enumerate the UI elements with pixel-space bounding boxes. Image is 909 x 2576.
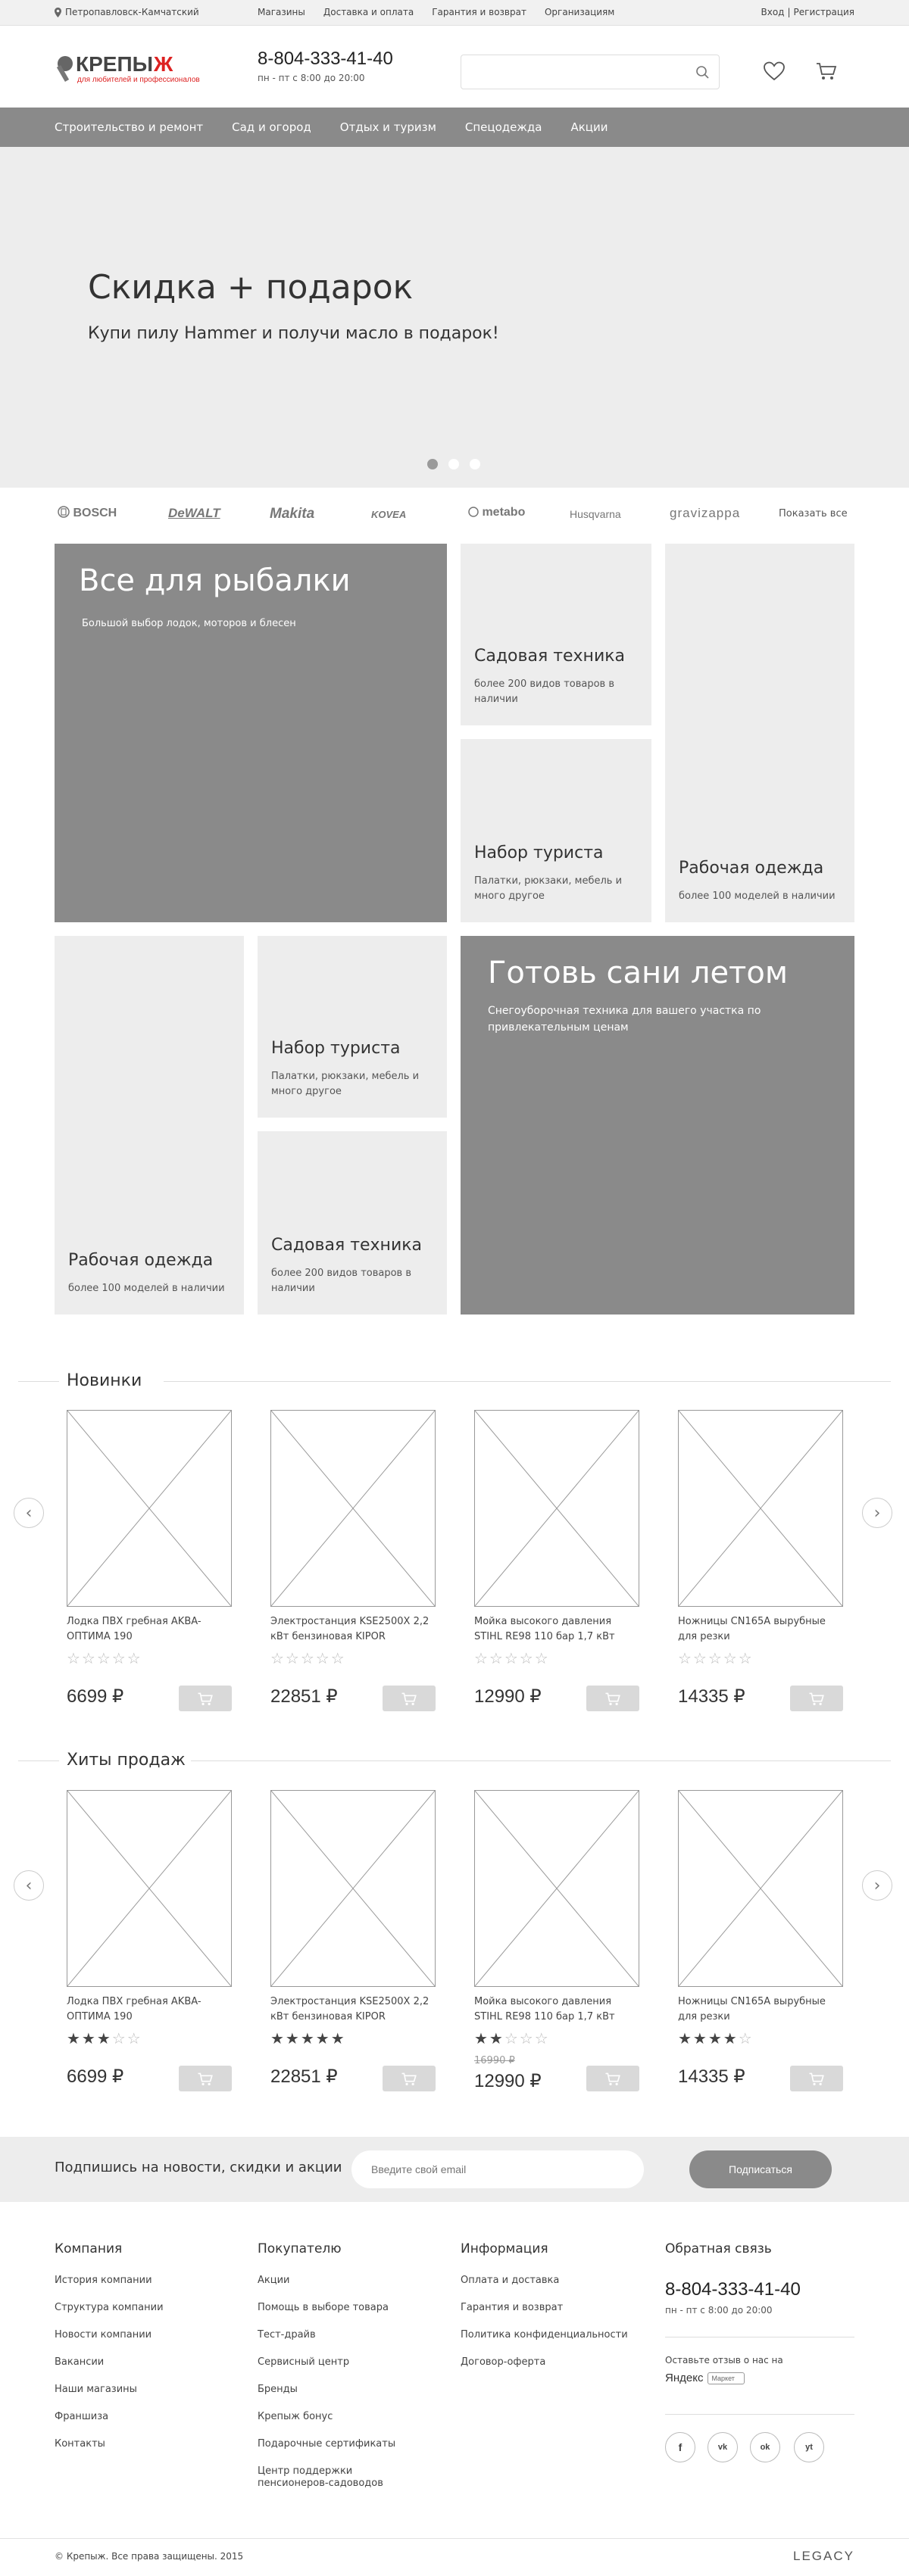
- search-box: [461, 55, 720, 89]
- register-link[interactable]: Регистрация: [793, 7, 854, 17]
- footer-phone[interactable]: 8-804-333-41-40: [665, 2279, 801, 2300]
- footer-info: [461, 2241, 658, 2384]
- footer-link[interactable]: Крепыж бонус: [258, 2411, 333, 2422]
- footer-link[interactable]: Тест-драйв: [258, 2329, 316, 2341]
- hit-card-4[interactable]: [678, 1790, 843, 2108]
- product-image-placeholder[interactable]: [67, 1790, 232, 1987]
- footer-link[interactable]: Подарочные сертификаты: [258, 2438, 396, 2450]
- copyright: © Крепыж. Все права защищены. 2015: [55, 2551, 244, 2562]
- product-price: 12990 ₽: [474, 1686, 542, 1707]
- product-image-placeholder[interactable]: [678, 1790, 843, 1987]
- logo-tagline: для любителей и профессионалов: [77, 76, 200, 84]
- tile-fishing-title: Все для рыбалки: [79, 563, 351, 598]
- favorites-heart-icon[interactable]: [762, 59, 786, 83]
- footer-link[interactable]: Контакты: [55, 2438, 105, 2450]
- tile-workwear-2[interactable]: [55, 936, 244, 1315]
- product-price: 6699 ₽: [67, 2066, 124, 2087]
- footer-link[interactable]: Гарантия и возврат: [461, 2302, 564, 2313]
- product-rating-stars[interactable]: ☆☆☆☆☆: [678, 1649, 754, 1667]
- brand-metabo-label: metabo: [482, 506, 526, 519]
- logo[interactable]: [55, 48, 206, 86]
- product-image-placeholder[interactable]: [270, 1790, 436, 1987]
- header: [0, 26, 909, 108]
- tile-workwear-title: Рабочая одежда: [679, 859, 824, 878]
- yandex-label: Яндекс: [665, 2372, 704, 2384]
- tile-tourist-kit-2-title: Набор туриста: [271, 1039, 401, 1058]
- product-name[interactable]: Ножницы CN165A вырубные для резки: [678, 1616, 826, 1642]
- add-to-cart-button[interactable]: [383, 1686, 436, 1711]
- footer-link[interactable]: Бренды: [258, 2384, 298, 2395]
- hit-card-2[interactable]: [270, 1790, 436, 2108]
- tile-tourist-kit[interactable]: [461, 739, 651, 922]
- product-image-placeholder[interactable]: [474, 1790, 639, 1987]
- tile-workwear[interactable]: [665, 544, 854, 922]
- metabo-logo-icon: [468, 507, 479, 517]
- tile-garden-tech-2[interactable]: [258, 1131, 447, 1315]
- hero-title: Скидка + подарок: [88, 268, 414, 307]
- tile-fishing[interactable]: [55, 544, 447, 922]
- hero-dot-3[interactable]: [470, 459, 480, 469]
- footer-link[interactable]: Центр поддержки пенсионеров-садоводов: [258, 2465, 383, 2489]
- header-hours: пн - пт с 8:00 до 20:00: [258, 73, 365, 83]
- top-menu: [258, 7, 614, 17]
- add-to-cart-button[interactable]: [790, 1686, 843, 1711]
- subscribe-button[interactable]: Подписаться: [689, 2150, 832, 2188]
- market-label: Маркет: [708, 2372, 744, 2384]
- footer-bottom: [0, 2538, 909, 2576]
- product-image-placeholder[interactable]: [678, 1410, 843, 1607]
- tile-sleds-text: Снегоуборочная техника для вашего участка по привлекательным ценам: [488, 1005, 761, 1034]
- tile-tourist-kit-2[interactable]: [258, 936, 447, 1118]
- brand-husqvarna[interactable]: Husqvarna: [570, 508, 621, 520]
- logo-text-accent: Ж: [154, 52, 173, 76]
- brand-makita[interactable]: Makita: [270, 506, 315, 522]
- new-products-title: Новинки: [67, 1371, 142, 1390]
- add-to-cart-button[interactable]: [179, 2066, 232, 2091]
- new-product-card-1[interactable]: [67, 1410, 232, 1728]
- yandex-market-badge[interactable]: [665, 2372, 745, 2384]
- legacy-logo[interactable]: LEGACY: [793, 2549, 854, 2563]
- new-products-prev-button[interactable]: [14, 1498, 44, 1528]
- hits-header: [0, 1749, 909, 1772]
- tile-garden-tech-title: Садовая техника: [474, 647, 626, 666]
- city-selector[interactable]: [55, 7, 199, 17]
- city-name: Петропавловск-Камчатский: [65, 7, 199, 17]
- youtube-icon[interactable]: yt: [794, 2432, 824, 2462]
- hit-card-1[interactable]: [67, 1790, 232, 2108]
- product-rating-stars[interactable]: ★★★★☆: [678, 2029, 754, 2047]
- product-name[interactable]: Электростанция KSE2500X 2,2 кВт бензиновая KIPOR: [270, 1616, 430, 1642]
- new-product-card-4[interactable]: [678, 1410, 843, 1728]
- cart-icon: [807, 2070, 826, 2087]
- product-price: 12990 ₽: [474, 2071, 542, 2091]
- cart-icon: [604, 1690, 622, 1707]
- footer-company: [55, 2241, 164, 2465]
- product-price: 14335 ₽: [678, 2066, 745, 2087]
- tile-tourist-kit-title: Набор туриста: [474, 844, 604, 862]
- product-rating-stars[interactable]: ★★★★★: [270, 2029, 346, 2047]
- product-name[interactable]: Лодка ПВХ гребная AKBA-ОПТИМА 190: [67, 1996, 201, 2022]
- subscribe-label: Подпишись на новости, скидки и акции: [55, 2160, 342, 2175]
- brand-kovea[interactable]: KOVEA: [371, 509, 407, 520]
- footer-link[interactable]: Сервисный центр: [258, 2356, 350, 2368]
- hits-title: Хиты продаж: [67, 1751, 186, 1770]
- product-image-placeholder[interactable]: [270, 1410, 436, 1607]
- nav-construction[interactable]: Строительство и ремонт: [55, 120, 204, 134]
- product-price: 22851 ₽: [270, 1686, 338, 1707]
- new-products-next-button[interactable]: [862, 1498, 892, 1528]
- brand-bosch-label: BOSCH: [73, 507, 117, 519]
- product-price: 14335 ₽: [678, 1686, 745, 1707]
- tile-garden-tech[interactable]: [461, 544, 651, 725]
- bosch-logo-icon: [58, 506, 70, 518]
- add-to-cart-button[interactable]: [586, 2066, 639, 2091]
- logo-graphic: [55, 48, 206, 86]
- hit-card-3[interactable]: [474, 1790, 639, 2108]
- add-to-cart-button[interactable]: [383, 2066, 436, 2091]
- hero-dot-1[interactable]: [427, 459, 438, 469]
- footer-link[interactable]: История компании: [55, 2275, 152, 2286]
- auth-links: [761, 7, 855, 17]
- footer-hours: пн - пт с 8:00 до 20:00: [665, 2305, 773, 2316]
- header-phone[interactable]: 8-804-333-41-40: [258, 48, 393, 69]
- top-menu-warranty[interactable]: Гарантия и возврат: [432, 7, 526, 17]
- cart-icon: [807, 1690, 826, 1707]
- footer-link[interactable]: Оплата и доставка: [461, 2275, 560, 2286]
- footer-link[interactable]: Помощь в выборе товара: [258, 2302, 389, 2313]
- tile-workwear-2-text: более 100 моделей в наличии: [68, 1283, 225, 1294]
- chevron-left-icon: ‹: [25, 1503, 33, 1523]
- logo-text: КРЕПЫ: [76, 52, 153, 76]
- search-icon[interactable]: [695, 64, 711, 81]
- cart-icon: [196, 1690, 214, 1707]
- cart-icon: [400, 2070, 418, 2087]
- hero-banner[interactable]: [0, 147, 909, 488]
- tile-garden-tech-2-title: Садовая техника: [271, 1236, 423, 1255]
- cart-icon: [604, 2070, 622, 2087]
- product-price: 22851 ₽: [270, 2066, 338, 2087]
- footer-link[interactable]: Договор-оферта: [461, 2356, 546, 2368]
- product-image-placeholder[interactable]: [474, 1410, 639, 1607]
- tile-fishing-text: Большой выбор лодок, моторов и блесен: [82, 618, 296, 629]
- hits-prev-button[interactable]: [14, 1870, 44, 1901]
- nav-tourism[interactable]: Отдых и туризм: [339, 120, 436, 134]
- product-rating-stars[interactable]: ☆☆☆☆☆: [270, 1649, 346, 1667]
- footer-contact: [665, 2241, 772, 2275]
- new-products-header: [0, 1370, 909, 1392]
- product-rating-stars[interactable]: ☆☆☆☆☆: [474, 1649, 550, 1667]
- chevron-right-icon: ›: [873, 1876, 881, 1895]
- footer-link[interactable]: Акции: [258, 2275, 290, 2286]
- tile-tourist-kit-text: Палатки, рюкзаки, мебель и много другое: [474, 875, 623, 902]
- top-menu-stores[interactable]: Магазины: [258, 7, 305, 17]
- footer-link[interactable]: Политика конфиденциальности: [461, 2329, 628, 2341]
- brand-bosch[interactable]: [58, 506, 117, 520]
- product-name[interactable]: Мойка высокого давления STIHL RE98 110 бар 1,7 кВт: [474, 1996, 615, 2022]
- tile-sleds-title: Готовь сани летом: [488, 956, 788, 990]
- footer-review-text: Оставьте отзыв о нас на: [665, 2355, 783, 2365]
- brands-show-all[interactable]: Показать все: [779, 508, 848, 519]
- product-name[interactable]: Электростанция KSE2500X 2,2 кВт бензиновая KIPOR: [270, 1996, 430, 2022]
- vk-icon[interactable]: vk: [708, 2432, 738, 2462]
- add-to-cart-button[interactable]: [790, 2066, 843, 2091]
- cart-icon: [400, 1690, 418, 1707]
- cart-icon[interactable]: [814, 59, 839, 83]
- product-name[interactable]: Лодка ПВХ гребная AKBA-ОПТИМА 190: [67, 1616, 201, 1642]
- tile-workwear-text: более 100 моделей в наличии: [679, 890, 836, 902]
- facebook-icon[interactable]: f: [665, 2432, 695, 2462]
- nav-garden[interactable]: Сад и огород: [232, 120, 311, 134]
- top-menu-organizations[interactable]: Организациям: [544, 7, 615, 17]
- tile-workwear-2-title: Рабочая одежда: [68, 1251, 214, 1270]
- subscribe-email-input[interactable]: [351, 2150, 644, 2188]
- brands-strip: [0, 488, 909, 542]
- top-menu-delivery[interactable]: Доставка и оплата: [323, 7, 414, 17]
- tile-tourist-kit-2-text: Палатки, рюкзаки, мебель и много другое: [271, 1071, 420, 1097]
- top-bar: [0, 0, 909, 26]
- brand-dewalt[interactable]: DeWALT: [168, 506, 220, 520]
- location-pin-icon: [55, 8, 61, 17]
- footer-buyer-title: Покупателю: [258, 2241, 342, 2256]
- chevron-right-icon: ›: [873, 1503, 881, 1523]
- brand-metabo[interactable]: [468, 506, 525, 519]
- search-input[interactable]: [461, 55, 681, 89]
- tile-garden-tech-text: более 200 видов товаров в наличии: [474, 678, 615, 705]
- footer-company-title: Компания: [55, 2241, 123, 2256]
- product-old-price: 16990 ₽: [474, 2055, 515, 2066]
- hits-next-button[interactable]: [862, 1870, 892, 1901]
- hero-subtitle: Купи пилу Hammer и получи масло в подарок!: [88, 324, 499, 343]
- main-nav: [0, 108, 909, 147]
- product-name[interactable]: Мойка высокого давления STIHL RE98 110 бар 1,7 кВт: [474, 1616, 615, 1642]
- add-to-cart-button[interactable]: [586, 1686, 639, 1711]
- cart-icon: [196, 2070, 214, 2087]
- footer-link[interactable]: Вакансии: [55, 2356, 105, 2368]
- product-price: 6699 ₽: [67, 1686, 124, 1707]
- nav-workwear[interactable]: Спецодежда: [464, 120, 542, 134]
- new-product-card-2[interactable]: [270, 1410, 436, 1728]
- footer-contact-title: Обратная связь: [665, 2241, 772, 2256]
- product-name[interactable]: Ножницы CN165A вырубные для резки: [678, 1996, 826, 2022]
- footer-link[interactable]: Наши магазины: [55, 2384, 137, 2395]
- product-rating-stars[interactable]: ☆☆☆☆☆: [67, 1649, 142, 1667]
- brand-gravizappa[interactable]: gravizappa: [670, 506, 741, 520]
- footer-link[interactable]: Структура компании: [55, 2302, 164, 2313]
- nav-promotions[interactable]: Акции: [570, 120, 608, 134]
- footer-buyer: [258, 2241, 439, 2499]
- product-rating-stars[interactable]: ★★★☆☆: [67, 2029, 142, 2047]
- product-image-placeholder[interactable]: [67, 1410, 232, 1607]
- footer-link[interactable]: Новости компании: [55, 2329, 152, 2341]
- tile-sleds[interactable]: [461, 936, 854, 1315]
- odnoklassniki-icon[interactable]: ok: [750, 2432, 780, 2462]
- auth-separator: |: [787, 7, 791, 17]
- footer-info-title: Информация: [461, 2241, 548, 2256]
- login-link[interactable]: Вход: [761, 7, 785, 17]
- add-to-cart-button[interactable]: [179, 1686, 232, 1711]
- hero-pagination: [427, 459, 480, 469]
- footer-link[interactable]: Франшиза: [55, 2411, 109, 2422]
- hero-dot-2[interactable]: [448, 459, 459, 469]
- footer-divider: [665, 2414, 854, 2415]
- subscribe-bar: [0, 2137, 909, 2202]
- new-product-card-3[interactable]: [474, 1410, 639, 1728]
- product-rating-stars[interactable]: ★★☆☆☆: [474, 2029, 550, 2047]
- tile-garden-tech-2-text: более 200 видов товаров в наличии: [271, 1268, 412, 1294]
- chevron-left-icon: ‹: [25, 1876, 33, 1895]
